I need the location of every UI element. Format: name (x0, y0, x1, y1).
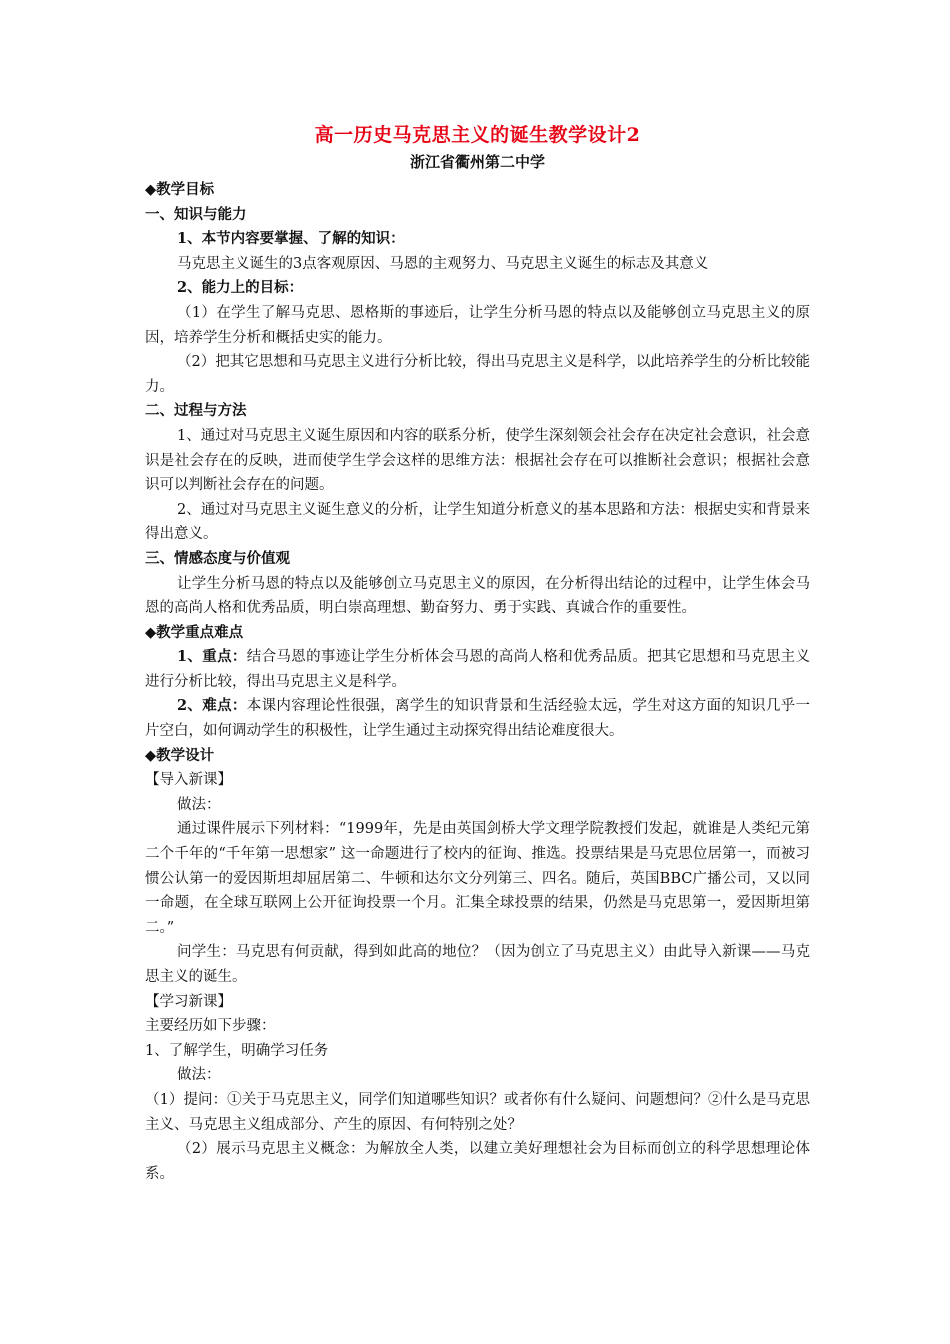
process-paragraph-2: 2、通过对马克思主义诞生意义的分析，让学生知道分析意义的基本思路和方法：根据史实和背景来得出意义。 (145, 501, 810, 543)
key-point-paragraph (145, 645, 810, 694)
difficult-point-paragraph (145, 694, 810, 743)
ability-goal-2: （2）把其它思想和马克思主义进行分析比较，得出马克思主义是科学，以此培养学生的分析比较能力。 (145, 354, 810, 395)
document-title: 高一历史马克思主义的诞生教学设计2 (314, 124, 641, 146)
heading-process-method: 二、过程与方法 (145, 402, 247, 420)
difficult-point-label: 2、难点： (177, 697, 247, 715)
ability-goal-1: （1）在学生了解马克思、恩格斯的事迹后，让学生分析马恩的特点以及能够创立马克思主义的原因，培养学生分析和概括史实的能力。 (145, 304, 810, 346)
emotion-paragraph: 让学生分析马恩的特点以及能够创立马克思主义的原因，在分析得出结论的过程中，让学生体会马恩的高尚人格和优秀品质，明白崇高理想、勤奋努力、勇于实践、真诚合作的重要性。 (145, 575, 810, 617)
intro-method-label: 做法： (177, 796, 221, 813)
learn-steps-intro: 主要经历如下步骤： (145, 1018, 276, 1035)
intro-material-paragraph: 通过课件展示下列材料：“1999年，先是由英国剑桥大学文理学院教授们发起，就谁是人类纪元第二个千年的“千年第一思想家” 这一命题进行了校内的征询、推选。投票结果是马克思位居第一，而被习惯公认第一的爱因斯坦却屈居第二、牛顿和达尔文分列第三、四名。随后，英国BBC广播公司，又以同一命题，在全球互联网上公开征询投票一个月。汇集全球投票的结果，仍然是马克思第一，爱因斯坦第二。” (145, 821, 810, 936)
heading-knowledge-ability: 一、知识与能力 (145, 205, 247, 223)
heading-emotion-values: 三、情感态度与价值观 (145, 549, 290, 567)
concept-paragraph: （2）展示马克思主义概念：为解放全人类，以建立美好理想社会为目标而创立的科学思想理论体系。 (145, 1141, 810, 1182)
learn-heading: 【学习新课】 (145, 993, 232, 1010)
key-point-text: 结合马恩的事迹让学生分析体会马恩的高尚人格和优秀品质。把其它思想和马克思主义进行分析比较，得出马克思主义是科学。 (145, 649, 810, 690)
step-1-heading: 1、了解学生，明确学习任务 (145, 1042, 329, 1059)
document-subtitle: 浙江省衢州第二中学 (409, 153, 545, 171)
process-paragraph-1: 1、通过对马克思主义诞生原因和内容的联系分析，使学生深刻领会社会存在决定社会意识，社会意识是社会存在的反映，进而使学生学会这样的思维方法：根据社会存在可以推断社会意识；根据社会意识可以判断社会存在的问题。 (145, 427, 810, 494)
section-teaching-goals: ◆教学目标 (145, 181, 215, 198)
key-point-label: 1、重点： (177, 648, 247, 666)
difficult-point-text: 本课内容理论性很强，离学生的知识背景和生活经验太远，学生对这方面的知识几乎一片空白，如何调动学生的积极性，让学生通过主动探究得出结论难度很大。 (145, 698, 810, 740)
knowledge-item-1-body: 马克思主义诞生的3点客观原因、马恩的主观努力、马克思主义诞生的标志及其意义 (177, 255, 709, 272)
intro-question-paragraph: 问学生：马克思有何贡献，得到如此高的地位？（因为创立了马克思主义）由此导入新课——马克思主义的诞生。 (145, 944, 810, 985)
intro-heading: 【导入新课】 (145, 772, 232, 789)
knowledge-item-1-heading: 1、本节内容要掌握、了解的知识： (177, 230, 405, 248)
question-paragraph-1: （1）提问：①关于马克思主义，同学们知道哪些知识？或者你有什么疑问、问题想问？②什么是马克思主义、马克思主义组成部分、产生的原因、有何特别之处？ (145, 1091, 810, 1133)
step-1-method-label: 做法： (177, 1067, 221, 1084)
document-page (145, 120, 810, 1186)
section-teaching-design: ◆教学设计 (145, 746, 215, 764)
ability-goals-heading: 2、能力上的目标： (177, 279, 304, 297)
section-key-difficult: ◆教学重点难点 (145, 623, 244, 641)
